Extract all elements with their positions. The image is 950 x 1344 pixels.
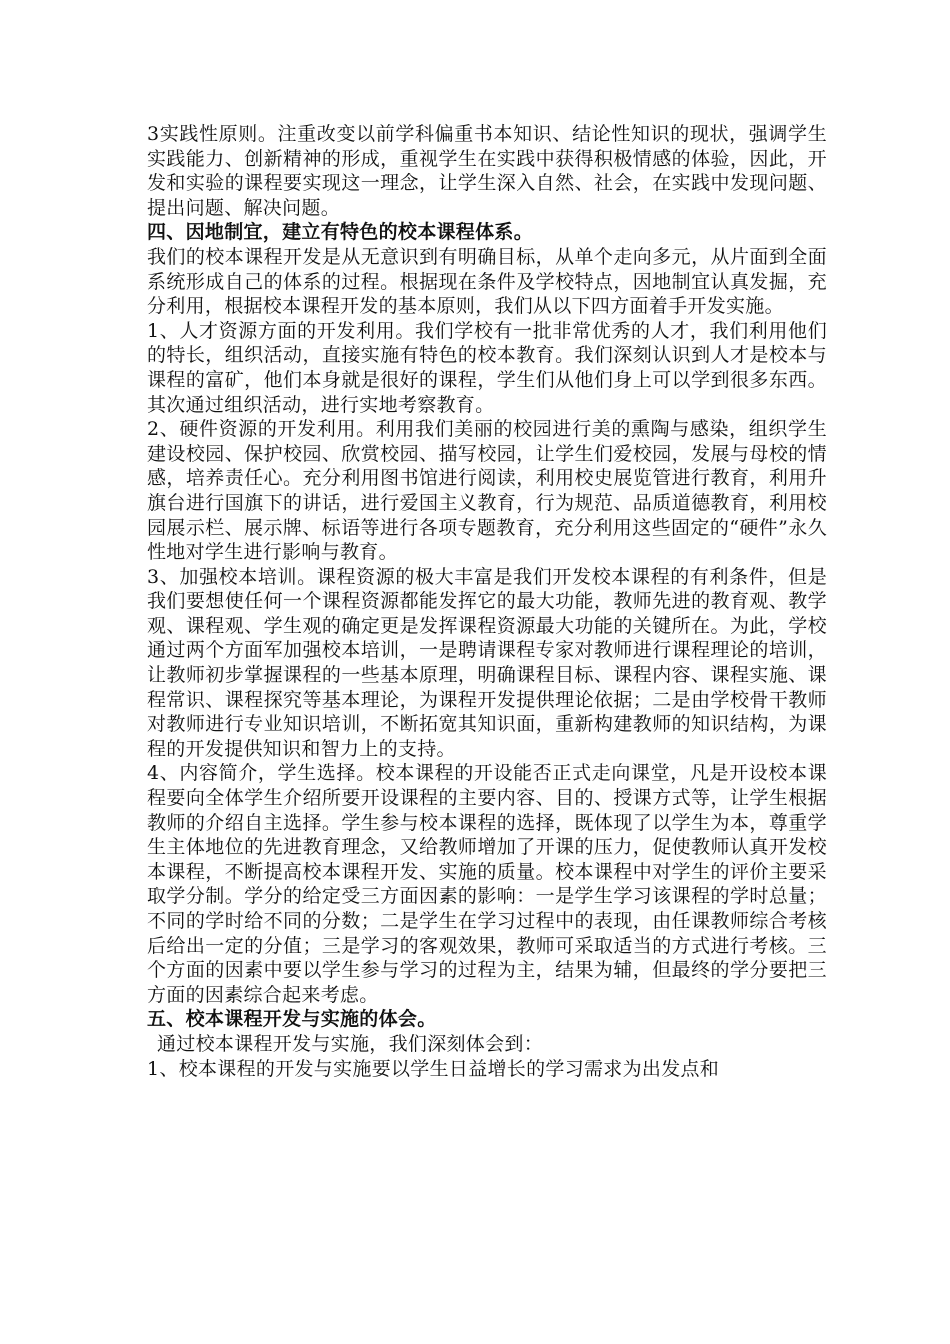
section-heading-5: 五、校本课程开发与实施的体会。	[147, 1008, 437, 1031]
paragraph-content-selection: 4、内容简介，学生选择。校本课程的开设能否正式走向课堂，凡是开设校本课程要向全体学生介绍所要开设课程的主要内容、目的、授课方式等，让学生根据教师的介绍自主选择。学生参与校本课程的选择，既体现了以学生为本，尊重学生主体地位的先进教育理念，又给教师增加了开课的压力，促使教师认真开发校本课程，不断提高校本课程开发、实施的质量。校本课程中对学生的评价主要采取学分制。学分的给定受三方面因素的影响：一是学生学习该课程的学时总量；不同的学时给不同的分数；二是学生在学习过程中的表现，由任课教师综合考核后给出一定的分值；三是学习的客观效果，教师可采取适当的方式进行考核。三个方面的因素中要以学生参与学习的过程为主，结果为辅，但最终的学分要把三方面的因素综合起来考虑。	[147, 762, 827, 1006]
paragraph-curriculum-system: 我们的校本课程开发是从无意识到有明确目标，从单个走向多元，从片面到全面系统形成自己的体系的过程。根据现在条件及学校特点，因地制宜认真发掘，充分利用，根据校本课程开发的基本原则，我们从以下四方面着手开发实施。	[147, 245, 827, 318]
paragraph-practice-principle: 3实践性原则。注重改变以前学科偏重书本知识、结论性知识的现状，强调学生实践能力、创新精神的形成，重视学生在实践中获得积极情感的体验，因此，开发和实验的课程要实现这一理念，让学生深入自然、社会，在实践中发现问题、提出问题、解决问题。	[147, 123, 827, 219]
paragraph-talent-resources: 1、人才资源方面的开发利用。我们学校有一批非常优秀的人才，我们利用他们的特长，组织活动，直接实施有特色的校本教育。我们深刻认识到人才是校本与课程的富矿，他们本身就是很好的课程，学生们从他们身上可以学到很多东西。其次通过组织活动，进行实地考察教育。	[147, 319, 827, 416]
paragraph-school-training: 3、加强校本培训。课程资源的极大丰富是我们开发校本课程的有利条件，但是我们要想使任何一个课程资源都能发挥它的最大功能，教师先进的教育观、教学观、课程观、学生观的确定更是发挥课程资源最大功能的关键所在。为此，学校通过两个方面军加强校本培训，一是聘请课程专家对教师进行课程理论的培训，让教师初步掌握课程的一些基本原理，明确课程目标、课程内容、课程实施、课程常识、课程探究等基本理论，为课程开发提供理论依据；二是由学校骨干教师对教师进行专业知识培训，不断拓宽其知识面，重新构建教师的知识结构，为课程的开发提供知识和智力上的支持。	[147, 565, 827, 760]
section-heading-4: 四、因地制宜，建立有特色的校本课程体系。	[147, 221, 534, 244]
document-body	[147, 122, 827, 1081]
paragraph-hardware-resources: 2、硬件资源的开发利用。利用我们美丽的校园进行美的熏陶与感染，组织学生建设校园、保护校园、欣赏校园、描写校园，让学生们爱校园，发展与母校的情感，培养责任心。充分利用图书馆进行阅读，利用校史展览管进行教育，利用升旗台进行国旗下的讲话，进行爱国主义教育，行为规范、品质道德教育，利用校园展示栏、展示牌、标语等进行各项专题教育，充分利用这些固定的“硬件”永久性地对学生进行影响与教育。	[147, 418, 827, 564]
paragraph-experience-intro: 通过校本课程开发与实施，我们深刻体会到：	[157, 1032, 544, 1055]
paragraph-experience-1: 1、校本课程的开发与实施要以学生日益增长的学习需求为出发点和	[147, 1057, 720, 1080]
